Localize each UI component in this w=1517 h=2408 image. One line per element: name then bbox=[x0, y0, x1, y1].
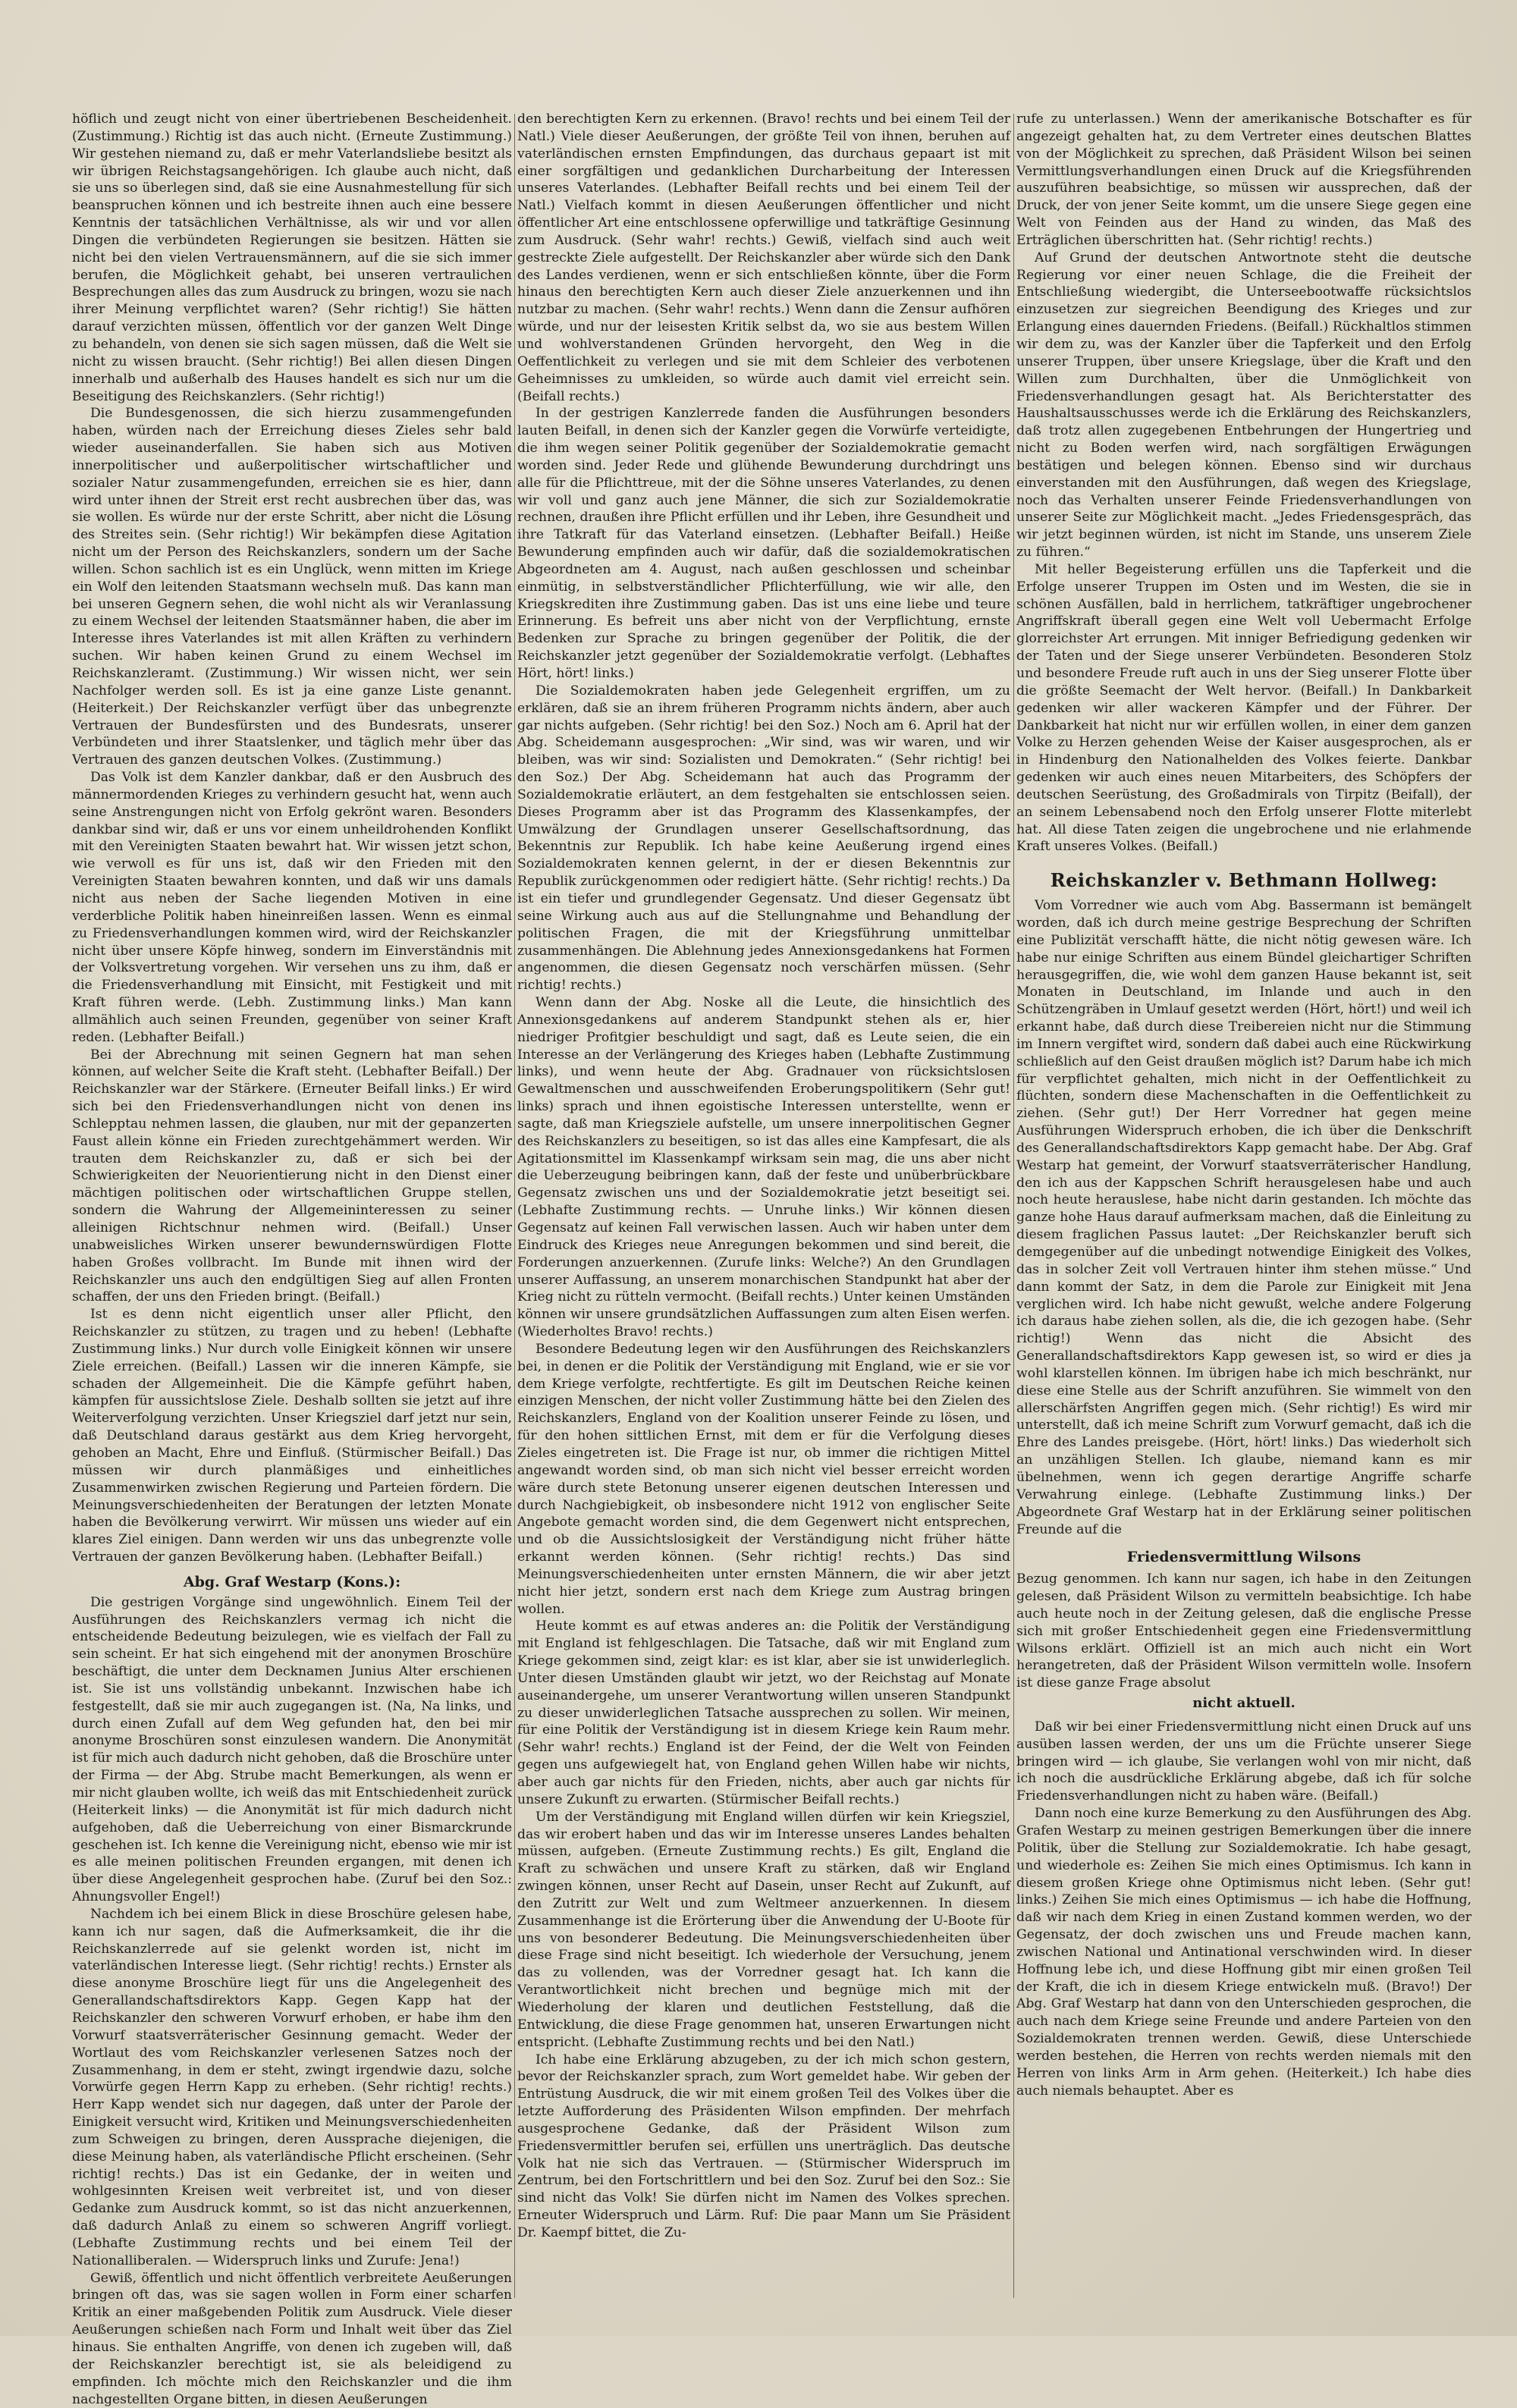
article-paragraph: Bezug genommen. Ich kann nur sagen, ich habe in den Zeitungen gelesen, daß Präsident Wilson zu vermitteln beabsichtige. Ich habe auch heute noch in der Zeitung gelesen, daß die englische Presse sich mit großer Entschiedenheit gegen eine Friedensvermittlung Wilsons erklärt. Offiziell ist an mich auch nicht ein Wort herangetreten, daß der Präsident Wilson vermitteln wolle. Insofern ist diese ganze Frage absolut bbox=[1016, 1571, 1471, 1691]
article-paragraph: Wenn dann der Abg. Noske all die Leute, die hinsichtlich des Annexionsgedankens auf anderem Standpunkt stehen als er, hier niedriger Profitgier beschuldigt und sagt, daß es Leute seien, die ein Interesse an der Verlängerung des Krieges haben (Lebhafte Zustimmung links), und wenn heute der Abg. Gradnauer von rücksichtslosen Gewaltmenschen und ausschweifenden Eroberungspolitikern (Sehr gut! links) sprach und ihnen egoistische Interessen unterstellte, wenn er sagte, daß man Kriegsziele aufstelle, um unsere innerpolitischen Gegner des Reichskanzlers zu beseitigen, so ist das alles eine Kampfesart, die als Agitationsmittel im Klassenkampf wirksam sein mag, die uns aber nicht die Ueberzeugung beibringen kann, daß der feste und unüberbrückbare Gegensatz zwischen uns und der Sozialdemokratie jetzt beseitigt sei. (Lebhafte Zustimmung rechts. — Unruhe links.) Wir können diesen Gegensatz auf keinen Fall verwischen lassen. Auch wir haben unter dem Eindruck des Krieges neue Anregungen bekommen und sind bereit, die Forderungen anzuerkennen. (Zurufe links: Welche?) An den Grundlagen unserer Auffassung, an unserem monarchischen Standpunkt hat aber der Krieg nicht zu rütteln vermocht. (Beifall rechts.) Unter keinen Umständen können wir unsere grundsätzlichen Auffassungen zum alten Eisen werfen. (Wiederholtes Bravo! rechts.) bbox=[517, 995, 1010, 1340]
article-paragraph: den berechtigten Kern zu erkennen. (Bravo! rechts und bei einem Teil der Natl.) Viele dieser Aeußerungen, der größte Teil von ihnen, beruhen auf vaterländischen ernsten Empfindungen, das durchaus gepaart ist mit einer sorgfältigen und gedanklichen Durcharbeitung der Interessen unseres Vaterlandes. (Lebhafter Beifall rechts und bei einem Teil der Natl.) Vielfach kommt in diesen Aeußerungen öffentlicher und nicht öffentlicher Art eine entschlossene opferwillige und tatkräftige Gesinnung zum Ausdruck. (Sehr wahr! rechts.) Gewiß, vielfach sind auch weit gestreckte Ziele aufgestellt. Der Reichskanzler aber würde sich den Dank des Landes verdienen, wenn er sich entschließen könnte, über die Form hinaus den berechtigten Kern auch dieser Ziele anzuerkennen und ihn nutzbar zu machen. (Sehr wahr! rechts.) Wenn dann die Zensur aufhören würde, und nur der leisesten Kritik selbst da, wo sie aus bestem Willen und wohlverstandenen Gründen hervorgeht, den Weg in die Oeffentlichkeit zu verlegen und sie mit dem Schleier des verbotenen Geheimnisses zu umkleiden, so würde auch damit viel erreicht sein. (Beifall rechts.) bbox=[517, 111, 1010, 404]
column-divider-1 bbox=[514, 114, 515, 2298]
article-paragraph: Besondere Bedeutung legen wir den Ausführungen des Reichskanzlers bei, in denen er die Politik der Verständigung mit England, wie er sie vor dem Kriege verfolgte, rechtfertigte. Es gilt im Deutschen Reiche keinen einzigen Menschen, der nicht voller Zustimmung hätte bei den Zielen des Reichskanzlers, England von der Koalition unserer Feinde zu lösen, und für den hohen sittlichen Ernst, mit dem er für die Verfolgung dieses Zieles eingetreten ist. Die Frage ist nur, ob immer die richtigen Mittel angewandt worden sind, ob man sich nicht viel besser erreicht worden wäre durch stete Betonung unserer eigenen deutschen Interessen und durch Nachgiebigkeit, ob insbesondere nicht 1912 von englischer Seite Angebote gemacht worden sind, die dem Gegenwert nicht entsprechen, und ob die Aussichtslosigkeit der Verständigung nicht früher hätte erkannt werden können. (Sehr richtig! rechts.) Das sind Meinungsverschiedenheiten unter ernsten Männern, die wir aber jetzt nicht hier jetzt, sondern erst nach dem Kriege zum Austrag bringen wollen. bbox=[517, 1341, 1010, 1617]
article-paragraph: Auf Grund der deutschen Antwortnote steht die deutsche Regierung vor einer neuen Schlage, die die Freiheit der Entschließung wiedergibt, die Unterseebootwaffe rücksichtslos einzusetzen zur siegreichen Beendigung des Krieges und zur Erlangung eines dauernden Friedens. (Beifall.) Rückhaltlos stimmen wir dem zu, was der Kanzler über die Tapferkeit und den Erfolg unserer Truppen, über unsere Kriegslage, über die Kraft und den Willen zum Durchhalten, über die Unmöglichkeit von Friedensverhandlungen gesagt hat. Als Berichterstatter des Haushaltsausschusses werde ich die Erklärung des Reichskanzlers, daß trotz allen zugegebenen Entbehrungen der Hungertrieg und nicht zu Boden werfen wird, nach sorgfältigen Erwägungen bestätigen und belegen können. Ebenso sind wir durchaus einverstanden mit den Ausführungen, daß wegen des Kriegslage, noch das Verhalten unserer Feinde Friedensverhandlungen von unserer Seite zur Möglichkeit macht. „Jedes Friedensgespräch, das wir jetzt beginnen würden, ist nicht im Stande, uns unserem Ziele zu führen.“ bbox=[1016, 250, 1471, 560]
section-subheading: nicht aktuell. bbox=[1192, 1695, 1296, 1712]
article-paragraph: Ist es denn nicht eigentlich unser aller Pflicht, den Reichskanzler zu stützen, zu tragen und zu heben! (Lebhafte Zustimmung links.) Nur durch volle Einigkeit können wir unsere Ziele erreichen. (Beifall.) Lassen wir die inneren Kämpfe, sie schaden der Allgemeinheit. Die die Kämpfe geführt haben, kämpfen für aussichtslose Ziele. Deshalb sollten sie jetzt auf ihre Weiterverfolgung verzichten. Unser Kriegsziel darf jetzt nur sein, daß Deutschland daraus gestärkt aus dem Krieg hervorgeht, gehoben an Macht, Ehre und Einfluß. (Stürmischer Beifall.) Das müssen wir durch planmäßiges und einheitliches Zusammenwirken zwischen Regierung und Parteien fördern. Die Meinungsverschiedenheiten der Beratungen der letzten Monate haben die Bevölkerung verwirrt. Wir müssen uns wieder auf ein klares Ziel einigen. Dann werden wir uns das unbegrenzte volle Vertrauen der ganzen Bevölkerung haben. (Lebhafter Beifall.) bbox=[72, 1307, 512, 1565]
article-paragraph: höflich und zeugt nicht von einer übertriebenen Bescheidenheit. (Zustimmung.) Richtig ist das auch nicht. (Erneute Zustimmung.) Wir gestehen niemand zu, daß er mehr Vaterlandsliebe besitzt als wir übrigen Reichstagsangehörigen. Ich glaube auch nicht, daß sie uns so überlegen sind, daß sie eine Ausnahmestellung für sich beanspruchen können und ich bestreite ihnen auch eine bessere Kenntnis der tatsächlichen Verhältnisse, als wir und vor allen Dingen die verbündeten Regierungen sie besitzen. Hätten sie nicht bei den vielen Vertrauensmännern, auf die sie sich immer berufen, die Möglichkeit gehabt, bei unseren vertraulichen Besprechungen alles das zum Ausdruck zu bringen, wozu sie nach ihrer Meinung verpflichtet waren? (Sehr richtig!) Sie hätten darauf verzichten müssen, öffentlich vor der ganzen Welt Dinge zu behandeln, von denen sie sich sagen müssen, daß die Welt sie nicht zu wissen braucht. (Sehr richtig!) Bei allen diesen Dingen innerhalb und außerhalb des Hauses handelt es sich nur um die Beseitigung des Reichskanzlers. (Sehr richtig!) bbox=[72, 111, 512, 404]
article-paragraph: Ich habe eine Erklärung abzugeben, zu der ich mich schon gestern, bevor der Reichskanzler sprach, zum Wort gemeldet habe. Wir geben der Entrüstung Ausdruck, die wir mit einem großen Teil des Volkes über die letzte Aufforderung des Präsidenten Wilson empfinden. Der mehrfach ausgesprochene Gedanke, daß der Präsident Wilson zum Friedensvermittler berufen sei, erfüllen uns unerträglich. Das deutsche Volk hat nie sich das Vertrauen. — (Stürmischer Widerspruch im Zentrum, bei den Fortschrittlern und bei den Soz. Zuruf bei den Soz.: Sie sind nicht das Volk! Sie dürfen nicht im Namen des Volkes sprechen. Erneuter Widerspruch und Lärm. Ruf: Die paar Mann um Sie Präsident Dr. Kaempf bittet, die Zu- bbox=[517, 2052, 1010, 2240]
article-paragraph: Die Bundesgenossen, die sich hierzu zusammengefunden haben, würden nach der Erreichung dieses Zieles sehr bald wieder auseinanderfallen. Sie haben sich aus Motiven innerpolitischer und außerpolitischer wirtschaftlicher und sozialer Natur zusammengefunden, erreichen sie es hier, dann wird unter ihnen der Streit erst recht ausbrechen über das, was sie wollen. Es würde nur der erste Schritt, aber nicht die Lösung des Streites sein. (Sehr richtig!) Wir bekämpfen diese Agitation nicht um der Person des Reichskanzlers, sondern um der Sache willen. Schon sachlich ist es ein Unglück, wenn mitten im Kriege ein Wolf den leitenden Staatsmann wechseln muß. Das kann man bei unseren Gegnern sehen, die wohl nicht als wir Veranlassung zu einem Wechsel der leitenden Staatsmänner haben, die aber im Interesse ihres Vaterlandes ist mit allen Kräften zu verhindern suchen. Wir haben keinen Grund zu einem Wechsel im Reichskanzleramt. (Zustimmung.) Wir wissen nicht, wer sein Nachfolger werden soll. Es ist ja eine ganze Liste genannt. (Heiterkeit.) Der Reichskanzler verfügt über das unbegrenzte Vertrauen der Bundesfürsten und des Bundesrats, unserer Verbündeten und ihrer Staatslenker, und täglich mehr über das Vertrauen des ganzen deutschen Volkes. (Zustimmung.) bbox=[72, 406, 512, 768]
section-subheading: Friedensvermittlung Wilsons bbox=[1126, 1549, 1362, 1566]
article-paragraph: Nachdem ich bei einem Blick in diese Broschüre gelesen habe, kann ich nur sagen, daß die Aufmerksamkeit, die ihr die Reichskanzlerrede auf sie gelenkt worden ist, nicht im vaterländischen Interesse liegt. (Sehr richtig! rechts.) Ernster als diese anonyme Broschüre liegt für uns die Angelegenheit des Generallandschaftsdirektors Kapp. Gegen Kapp hat der Reichskanzler den schweren Vorwurf erhoben, er habe ihm den Vorwurf staatsverräterischer Gesinnung gemacht. Weder der Wortlaut des vom Reichskanzler verlesenen Satzes noch der Zusammenhang, in dem er steht, zwingt irgendwie dazu, solche Vorwürfe gegen Herrn Kapp zu erheben. (Sehr richtig! rechts.) Herr Kapp wendet sich nur dagegen, daß unter der Parole der Einigkeit versucht wird, Kritiken und Meinungsverschiedenheiten zum Schweigen zu bringen, deren Aussprache diejenigen, die diese Meinung haben, als vaterländische Pflicht erscheinen. (Sehr richtig! rechts.) Das ist ein Gedanke, der in weiten und wohlgesinnten Kreisen weit verbreitet ist, und von dieser Gedanke zum Ausdruck kommt, so ist das nicht anzuerkennen, daß dadurch Anlaß zu einem so schweren Angriff vorliegt. (Lebhafte Zustimmung rechts und bei einem Teil der Nationalliberalen. — Widerspruch links und Zurufe: Jena!) bbox=[72, 1906, 512, 2268]
article-paragraph: Heute kommt es auf etwas anderes an: die Politik der Verständigung mit England ist fehlgeschlagen. Die Tatsache, daß wir mit England zum Kriege gekommen sind, zeigt klar: es ist klar, aber sie ist unwiderleglich. Unter diesen Umständen glaubt wir jetzt, wo der Reichstag auf Monate auseinandergehe, um unserer Verantwortung willen unseren Standpunkt zu dieser unwiderleglichen Tatsache aussprechen zu sollen. Wir meinen, für eine Politik der Verständigung ist in diesem Kriege kein Raum mehr. (Sehr wahr! rechts.) England ist der Feind, der die Welt von Feinden gegen uns aufgewiegelt hat, von England gehen Willen habe wir nichts, aber auch gar nichts für den Frieden, nichts, aber auch gar nichts für unsere Zukunft zu erwarten. (Stürmischer Beifall rechts.) bbox=[517, 1618, 1010, 1807]
article-paragraph: Daß wir bei einer Friedensvermittlung nicht einen Druck auf uns ausüben lassen werden, der uns um die Früchte unserer Siege bringen wird — ich glaube, Sie verlangen wohl von mir nicht, daß ich noch die ausdrückliche Erklärung abgebe, daß ich für solche Friedensverhandlungen nicht zu haben wäre. (Beifall.) bbox=[1016, 1719, 1471, 1804]
article-paragraph: In der gestrigen Kanzlerrede fanden die Ausführungen besonders lauten Beifall, in denen sich der Kanzler gegen die Vorwürfe verteidigte, die ihm wegen seiner Politik gegenüber der Sozialdemokratie gemacht worden sind. Jeder Rede und glühende Bewunderung durchdringt uns alle für die Pflichttreue, mit der die Söhne unseres Vaterlandes, zu denen wir voll und ganz auch jene Männer, die sich zur Sozialdemokratie rechnen, draußen ihre Pflicht erfüllen und ihr Leben, ihre Gesundheit und ihre Tatkraft für das Vaterland einsetzen. (Lebhafter Beifall.) Heiße Bewunderung empfinden auch wir dafür, daß die sozialdemokratischen Abgeordneten am 4. August, nach außen geschlossen und scheinbar einmütig, in selbstverständlicher Pflichterfüllung, wie wir alle, den Kriegskrediten ihre Zustimmung gaben. Das ist uns eine liebe und teure Erinnerung. Es befreit uns aber nicht von der Verpflichtung, ernste Bedenken zur Sprache zu bringen gegenüber der Politik, die der Reichskanzler jetzt gegenüber der Sozialdemokratie verfolgt. (Lebhaftes Hört, hört! links.) bbox=[517, 406, 1010, 681]
article-paragraph: Dann noch eine kurze Bemerkung zu den Ausführungen des Abg. Grafen Westarp zu meinen gestrigen Bemerkungen über die innere Politik, über die Stellung zur Sozialdemokratie. Ich habe gesagt, und wiederhole es: Zeihen Sie mich eines Optimismus. Ich kann in diesem großen Kriege ohne Optimismus nicht leben. (Sehr gut! links.) Zeihen Sie mich eines Optimismus — ich habe die Hoffnung, daß wir nach dem Krieg in einen Zustand kommen werden, wo der Gegensatz, der doch zwischen uns und Freude machen kann, zwischen National und Antinational verschwinden wird. In dieser Hoffnung lebe ich, und diese Hoffnung gibt mir einen großen Teil der Kraft, die ich in diesem Kriege entwickeln muß. (Bravo!) Der Abg. Graf Westarp hat dann von den Unterschieden gesprochen, die auch nach dem Kriege seine Freunde und andere Parteien von den Sozialdemokraten trennen werden. Gewiß, diese Unterschiede werden bestehen, die Herren von rechts werden niemals mit den Herren von links Arm in Arm gehen. (Heiterkeit.) Ich habe dies auch niemals behauptet. Aber es bbox=[1016, 1806, 1471, 2099]
column-2 bbox=[517, 111, 1010, 2310]
article-paragraph: Die gestrigen Vorgänge sind ungewöhnlich. Einem Teil der Ausführungen des Reichskanzlers vermag ich nicht die entscheidende Bedeutung beizulegen, wie es vielfach der Fall zu sein scheint. Er hat sich eingehend mit der anonymen Broschüre beschäftigt, die unter dem Decknamen Junius Alter erschienen ist. Sie ist uns vollständig unbekannt. Inzwischen habe ich festgestellt, daß sie mir auch zugegangen ist. (Na, Na links, und durch einen Zufall auf dem Weg gefunden hat, den bei mir anonyme Broschüren sonst einzulesen wandern. Die Anonymität ist für mich auch dadurch nicht gehoben, daß die Broschüre unter der Firma — der Abg. Strube macht Bemerkungen, als wenn er mir nicht glauben wollte, ich weiß das mit Entschiedenheit zurück (Heiterkeit links) — die Anonymität ist für mich dadurch nicht aufgehoben, daß die Ueberreichung von einer Bismarckrunde geschehen ist. Ich kenne die Vereinigung nicht, ebenso wie mir ist es alle meinen politischen Freunden ergangen, mit denen ich über diese Angelegenheit gesprochen habe. (Zuruf bei den Soz.: Ahnungsvoller Engel!) bbox=[72, 1594, 512, 1905]
article-paragraph: rufe zu unterlassen.) Wenn der amerikanische Botschafter es für angezeigt gehalten hat, zu dem Vertreter eines deutschen Blattes von der Möglichkeit zu sprechen, daß Präsident Wilson bei seinen Vermittlungsverhandlungen einen Druck auf die Kriegsführenden auszuführen beabsichtige, so müssen wir aussprechen, daß der Druck, der von jener Seite kommt, um die unsere Siege gegen eine Welt von Feinden aus der Hand zu winden, das Maß des Erträglichen überschritten hat. (Sehr richtig! rechts.) bbox=[1016, 111, 1471, 248]
article-paragraph: Mit heller Begeisterung erfüllen uns die Tapferkeit und die Erfolge unserer Truppen im Osten und im Westen, die sie in schönen Ausfällen, bald in herrlichem, tatkräftiger ungebrochener Angriffskraft überall gegen eine Welt voll Uebermacht Erfolge glorreichster Art errungen. Mit inniger Befriedigung gedenken wir der Taten und der Siege unserer Verbündeten. Besonderen Stolz und besondere Freude ruft auch in uns der Sieg unserer Flotte über die größte Seemacht der Welt hervor. (Beifall.) In Dankbarkeit gedenken wir aller wackeren Kämpfer und der Führer. Der Dankbarkeit hat nicht nur wir erfüllen wollen, in einer dem ganzen Volke zu Herzen gehenden Weise der Kaiser ausgesprochen, als er in Hindenburg den Nationalhelden des Volkes feierte. Dankbar gedenken wir auch eines neuen Mitarbeiters, des Schöpfers der deutschen Seerüstung, des Großadmirals von Tirpitz (Beifall), der an seinem Lebensabend noch den Erfolg unserer Flotte miterlebt hat. All diese Taten zeigen die ungebrochene und nie erlahmende Kraft unseres Volkes. (Beifall.) bbox=[1016, 561, 1471, 855]
speaker-heading: Abg. Graf Westarp (Kons.): bbox=[183, 1573, 401, 1590]
article-paragraph: Gewiß, öffentlich und nicht öffentlich verbreitete Aeußerungen bringen oft das, was sie sagen wollen in Form einer scharfen Kritik an einer maßgebenden Politik zum Ausdruck. Viele dieser Aeußerungen schießen nach Form und Inhalt weit über das Ziel hinaus. Sie enthalten Angriffe, von denen ich zugeben will, daß der Reichskanzler berechtigt ist, sie als beleidigend zu empfinden. Ich möchte mich den Reichskanzler und die ihm nachgestellten Organe bitten, in diesen Aeußerungen bbox=[72, 2270, 512, 2407]
column-1 bbox=[72, 111, 512, 2407]
article-paragraph: Die Sozialdemokraten haben jede Gelegenheit ergriffen, um zu erklären, daß sie an ihrem früheren Programm nichts ändern, aber auch gar nichts aufgeben. (Sehr richtig! bei den Soz.) Noch am 6. April hat der Abg. Scheidemann ausgesprochen: „Wir sind, was wir waren, und wir bleiben, was wir sind: Sozialisten und Demokraten.“ (Sehr richtig! bei den Soz.) Der Abg. Scheidemann hat auch das Programm der Sozialdemokratie erläutert, an dem festgehalten sie entschlossen seien. Dieses Programm aber ist das Programm des Klassenkampfes, der Umwälzung der Grundlagen unserer Gesellschaftsordnung, das Bekenntnis zur Republik. Ich habe keine Aeußerung irgend eines Sozialdemokraten kennen gelernt, in der er diesen Bekenntnis zur Republik zurückgenommen oder redigiert hätte. (Sehr richtig! rechts.) Da ist ein tiefer und grundlegender Gegensatz. Und dieser Gegensatz übt seine Wirkung auch aus auf die Stellungnahme und Behandlung der politischen Fragen, die mit der Kriegsführung unmittelbar zusammenhängen. Die Ablehnung jedes Annexionsgedankens hat Formen angenommen, die diesen Gegensatz noch verschärfen müssen. (Sehr richtig! rechts.) bbox=[517, 683, 1010, 994]
article-paragraph: Das Volk ist dem Kanzler dankbar, daß er den Ausbruch des männermordenden Krieges zu verhindern gesucht hat, wenn auch seine Anstrengungen nicht von Erfolg gekrönt waren. Besonders dankbar sind wir, daß er uns vor einem unheildrohenden Konflikt mit den Vereinigten Staaten bewahrt hat. Wir wissen jetzt schon, wie verwoll es für uns ist, daß wir den Frieden mit den Vereinigten Staaten bewahren konnten, und daß wir uns damals nicht aus neben der Sache liegenden Motiven in eine verderbliche Politik haben hineinreißen lassen. Wenn es einmal zu Friedensverhandlungen kommen wird, wird der Reichskanzler nicht über unsere Köpfe hinweg, sondern im Einverständnis mit der Volksvertretung vorgehen. Wir versehen uns zu ihm, daß er die Friedensverhandlung mit Einsicht, mit Festigkeit und mit Kraft führen werde. (Lebh. Zustimmung links.) Man kann allmählich auch seinen Freunden, gegenüber von seiner Kraft reden. (Lebhafter Beifall.) bbox=[72, 770, 512, 1045]
speaker-heading: Reichskanzler v. Bethmann Hollweg: bbox=[1050, 869, 1438, 892]
column-3 bbox=[1016, 111, 1471, 2310]
article-paragraph: Vom Vorredner wie auch vom Abg. Bassermann ist bemängelt worden, daß ich durch meine gestrige Besprechung der Schriften eine Publizität verschafft hätte, die nicht nötig gewesen wäre. Ich habe nur einige Schriften aus einem Bündel gleichartiger Schriften herausgegriffen, die, wie wohl dem ganzen Hause bekannt ist, seit Monaten in Deutschland, im Inlande und auch in den Schützengräben in Umlauf gesetzt werden (Hört, hört!) und weil ich erkannt habe, daß durch diese Treibereien nicht nur die Stimmung im Innern vergiftet wird, sondern daß dabei auch eine Rückwirkung schließlich auf den Geist draußen möglich ist? Darum habe ich mich für verpflichtet gehalten, mich nicht in der Oeffentlichkeit zu flüchten, sondern diese Machenschaften in die Oeffentlichkeit zu ziehen. (Sehr gut!) Der Herr Vorredner hat gegen meine Ausführungen Widerspruch erhoben, die ich über die Denkschrift des Generallandschaftsdirektors Kapp gemacht habe. Der Abg. Graf Westarp hat gemeint, der Vorwurf staatsverräterischer Handlung, den ich aus der Kappschen Schrift herausgelesen habe und auch noch heute herauslese, habe nicht darin gestanden. Ich möchte das ganze hohe Haus darauf aufmerksam machen, daß die Einleitung zu diesem fraglichen Passus lautet: „Der Reichskanzler beruft sich demgegenüber auf die unbedingt notwendige Einigkeit des Volkes, das in solcher Zeit voll Vertrauen hinter ihm stehen müsse.“ Und dann kommt der Satz, in dem die Parole zur Einigkeit mit Jena verglichen wird. Ich habe nicht gewußt, welche andere Folgerung ich daraus habe ziehen sollen, als die, die ich gezogen habe. (Sehr richtig!) Wenn das nicht die Absicht des Generallandschaftsdirektors Kapp gewesen ist, so wird er dies ja wohl klarstellen können. Im übrigen habe ich mich beschränkt, nur diese eine Stelle aus der Schrift anzuführen. Sie wimmelt von den allerschärfsten Angriffen gegen mich. (Sehr richtig!) Es wird mir unterstellt, daß ich meine Schrift zum Vorwurf gemacht, daß ich die Ehre des Landes preisgebe. (Hört, hört! links.) Das wiederholt sich an unzähligen Stellen. Ich glaube, niemand kann es mir übelnehmen, wenn ich gegen derartige Angriffe scharfe Verwahrung einlege. (Lebhafte Zustimmung links.) Der Abgeordnete Graf Westarp hat in der Erklärung seiner politischen Freunde auf die bbox=[1016, 898, 1471, 1537]
article-paragraph: Um der Verständigung mit England willen dürfen wir kein Kriegsziel, das wir erobert haben und das wir im Interesse unseres Landes behalten müssen, aufgeben. (Erneute Zustimmung rechts.) Es gilt, England die Kraft zu schwächen und unsere Kraft zu stärken, daß wir England zwingen können, unser Recht auf Dasein, unser Recht auf Zukunft, auf den Zutritt zur Welt und zum Weltmeer anzuerkennen. In diesem Zusammenhange ist die Erörterung über die Anwendung der U-Boote für uns von besonderer Bedeutung. Die Meinungsverschiedenheiten über diese Frage sind nicht beseitigt. Ich wiederhole der Versuchung, jenem das zu vollenden, was der Vorredner gesagt hat. Ich kann die Verantwortlichkeit nicht brechen und begnüge mich mit der Wiederholung der klaren und deutlichen Feststellung, daß die Entwicklung, die diese Frage genommen hat, unseren Erwartungen nicht entspricht. (Lebhafte Zustimmung rechts und bei den Natl.) bbox=[517, 1809, 1010, 2050]
article-paragraph: Bei der Abrechnung mit seinen Gegnern hat man sehen können, auf welcher Seite die Kraft steht. (Lebhafter Beifall.) Der Reichskanzler war der Stärkere. (Erneuter Beifall links.) Er wird sich bei den Friedensverhandlungen nicht von denen ins Schlepptau nehmen lassen, die glauben, nur mit der gepanzerten Faust allein könne ein Frieden zurechtgehämmert werden. Wir trauten dem Reichskanzler zu, daß er sich bei der Schwierigkeiten der Neuorientierung nicht in den Dienst einer mächtigen politischen oder wirtschaftlichen Gruppe stellen, sondern die Wahrung der Allgemeininteressen zu seiner alleinigen Richtschnur nehmen wird. (Beifall.) Unser unabweisliches Wirken unserer bewundernswürdigen Flotte haben Großes vollbracht. Im Bunde mit ihnen wird der Reichskanzler uns auch den endgültigen Sieg auf allen Fronten schaffen, der uns den Frieden bringt. (Beifall.) bbox=[72, 1047, 512, 1305]
column-divider-2 bbox=[1013, 114, 1014, 2298]
